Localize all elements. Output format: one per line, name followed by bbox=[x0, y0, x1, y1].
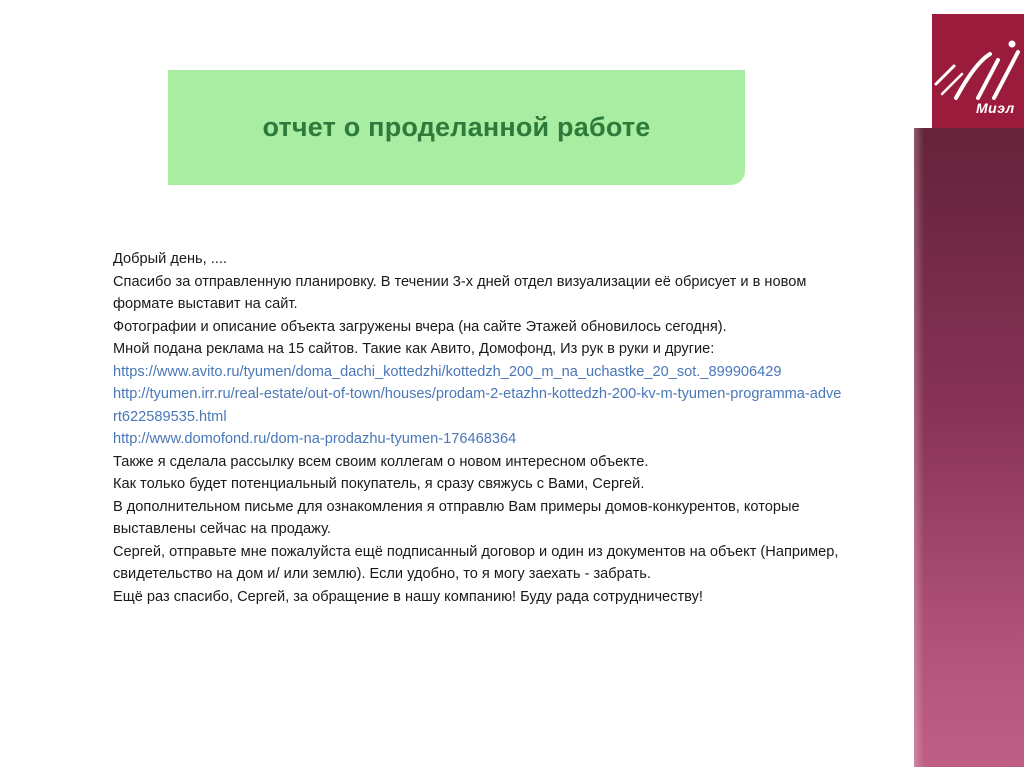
letter-line: формате выставит на сайт. bbox=[113, 296, 298, 312]
letter-line: В дополнительном письме для ознакомления я отправлю Вам примеры домов-конкурентов, которые bbox=[113, 498, 800, 515]
letter-line: Как только будет потенциальный покупатель, я сразу свяжусь с Вами, Сергей. bbox=[113, 476, 645, 492]
title-banner bbox=[168, 70, 745, 185]
letter-line: Спасибо за отправленную планировку. В течении 3-х дней отдел визуализации её обрисует и в новом bbox=[113, 273, 807, 290]
avito-link[interactable]: https://www.avito.ru/tyumen/doma_dachi_kottedzhi/kottedzh_200_m_na_uchastke_20_sot._899906429 bbox=[113, 363, 782, 380]
irr-link[interactable]: http://tyumen.irr.ru/real-estate/out-of-town/houses/prodam-2-etazhn-kottedzh-200-kv-m-tyumen-programma-adve bbox=[113, 386, 842, 402]
irr-link-continued[interactable]: rt622589535.html bbox=[113, 408, 227, 425]
domofond-link[interactable]: http://www.domofond.ru/dom-na-prodazhu-tyumen-176468364 bbox=[113, 431, 517, 447]
letter-line: Фотографии и описание объекта загружены вчера (на сайте Этажей обновилось сегодня). bbox=[113, 318, 727, 335]
letter-line: свидетельство на дом и/ или землю). Если удобно, то я могу заехать - забрать. bbox=[113, 566, 651, 582]
letter-body bbox=[113, 248, 842, 608]
logo-text: Миэл bbox=[976, 100, 1015, 116]
company-logo bbox=[932, 14, 1024, 128]
letter-line: выставлены сейчас на продажу. bbox=[113, 521, 331, 537]
letter-line: Также я сделала рассылку всем своим коллегам о новом интересном объекте. bbox=[113, 453, 649, 470]
page-title: отчет о проделанной работе bbox=[262, 112, 651, 142]
letter-line: Сергей, отправьте мне пожалуйста ещё подписанный договор и один из документов на объект (Например, bbox=[113, 543, 839, 560]
letter-greeting: Добрый день, .... bbox=[113, 251, 227, 267]
letter-line: Ещё раз спасибо, Сергей, за обращение в нашу компанию! Буду рада сотрудничеству! bbox=[113, 588, 703, 605]
letter-line: Мной подана реклама на 15 сайтов. Такие как Авито, Домофонд, Из рук в руки и другие: bbox=[113, 341, 715, 357]
